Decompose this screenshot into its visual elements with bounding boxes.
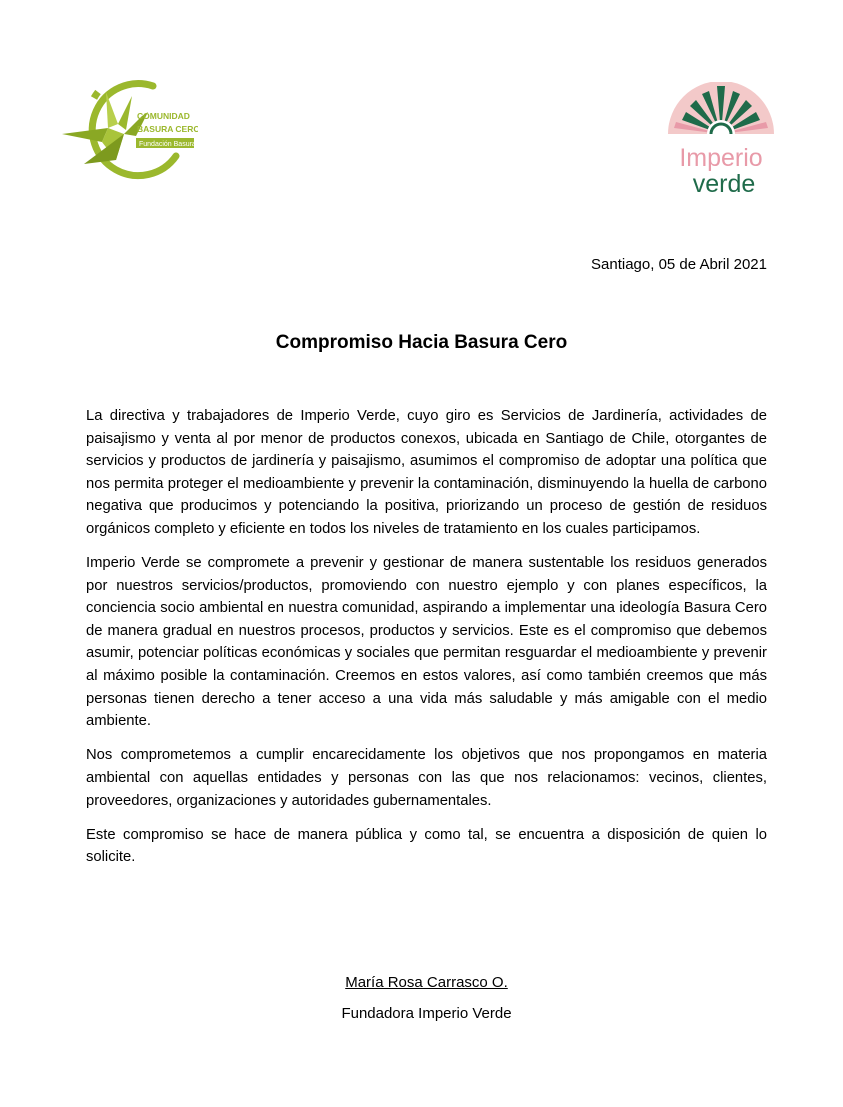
logo-left-line3: Fundación Basura — [139, 141, 196, 148]
body-paragraph: La directiva y trabajadores de Imperio Verde, cuyo giro es Servicios de Jardinería, actividades de paisajismo y venta al por menor de productos conexos, ubicada en Santiago de Chile, otorgantes de servicios y productos de jardinería y paisajismo, asumimos el compromiso de adoptar una política que nos permita proteger el medioambiente y prevenir la contaminación, disminuyendo la huella de carbono negativa que producimos y potenciando la positiva, priorizando un proceso de gestión de residuos orgánicos completo y eficiente en todos los niveles de tratamiento en los cuales participamos. — [86, 408, 767, 537]
signature-block — [0, 974, 843, 1022]
letter-date: Santiago, 05 de Abril 2021 — [591, 256, 767, 273]
logo-right-word2: verde — [692, 170, 756, 198]
logo-left-line1: COMUNIDAD — [137, 111, 190, 121]
signature-name: María Rosa Carrasco O. — [345, 974, 508, 991]
logo-left-line2: BASURA CERO — [137, 124, 198, 134]
body-paragraph: Este compromiso se hace de manera pública y como tal, se encuentra a disposición de quien lo solicite. — [86, 826, 767, 866]
comunidad-basura-cero-logo — [58, 72, 198, 180]
body-paragraph: Nos comprometemos a cumplir encarecidamente los objetivos que nos propongamos en materia ambiental con aquellas entidades y personas con las que nos relacionamos: vecinos, clientes, proveedores, organizaciones y autoridades gubernamentales. — [86, 747, 767, 809]
signature-role: Fundadora Imperio Verde — [341, 1005, 512, 1022]
body-paragraph: Imperio Verde se compromete a prevenir y gestionar de manera sustentable los residuos generados por nuestros servicios/productos, promoviendo con nuestro ejemplo y con planes específicos, la conciencia socio ambiental en nuestra comunidad, aspirando a implementar una ideología Basura Cero de manera gradual en nuestros procesos, productos y servicios. Este es el compromiso que debemos asumir, potenciar políticas económicas y sociales que permitan resguardar el medioambiente y prevenir al máximo posible la contaminación. Creemos en estos valores, así como también creemos que más personas tienen derecho a tener acceso a una vida más saludable y más amigable con el medio ambiente. — [86, 555, 767, 730]
fan-leaves-icon — [668, 82, 774, 134]
logo-right-word1: Imperio — [679, 144, 763, 172]
letter-body — [86, 405, 767, 880]
imperio-verde-logo — [662, 82, 780, 200]
letter-title: Compromiso Hacia Basura Cero — [275, 332, 568, 353]
